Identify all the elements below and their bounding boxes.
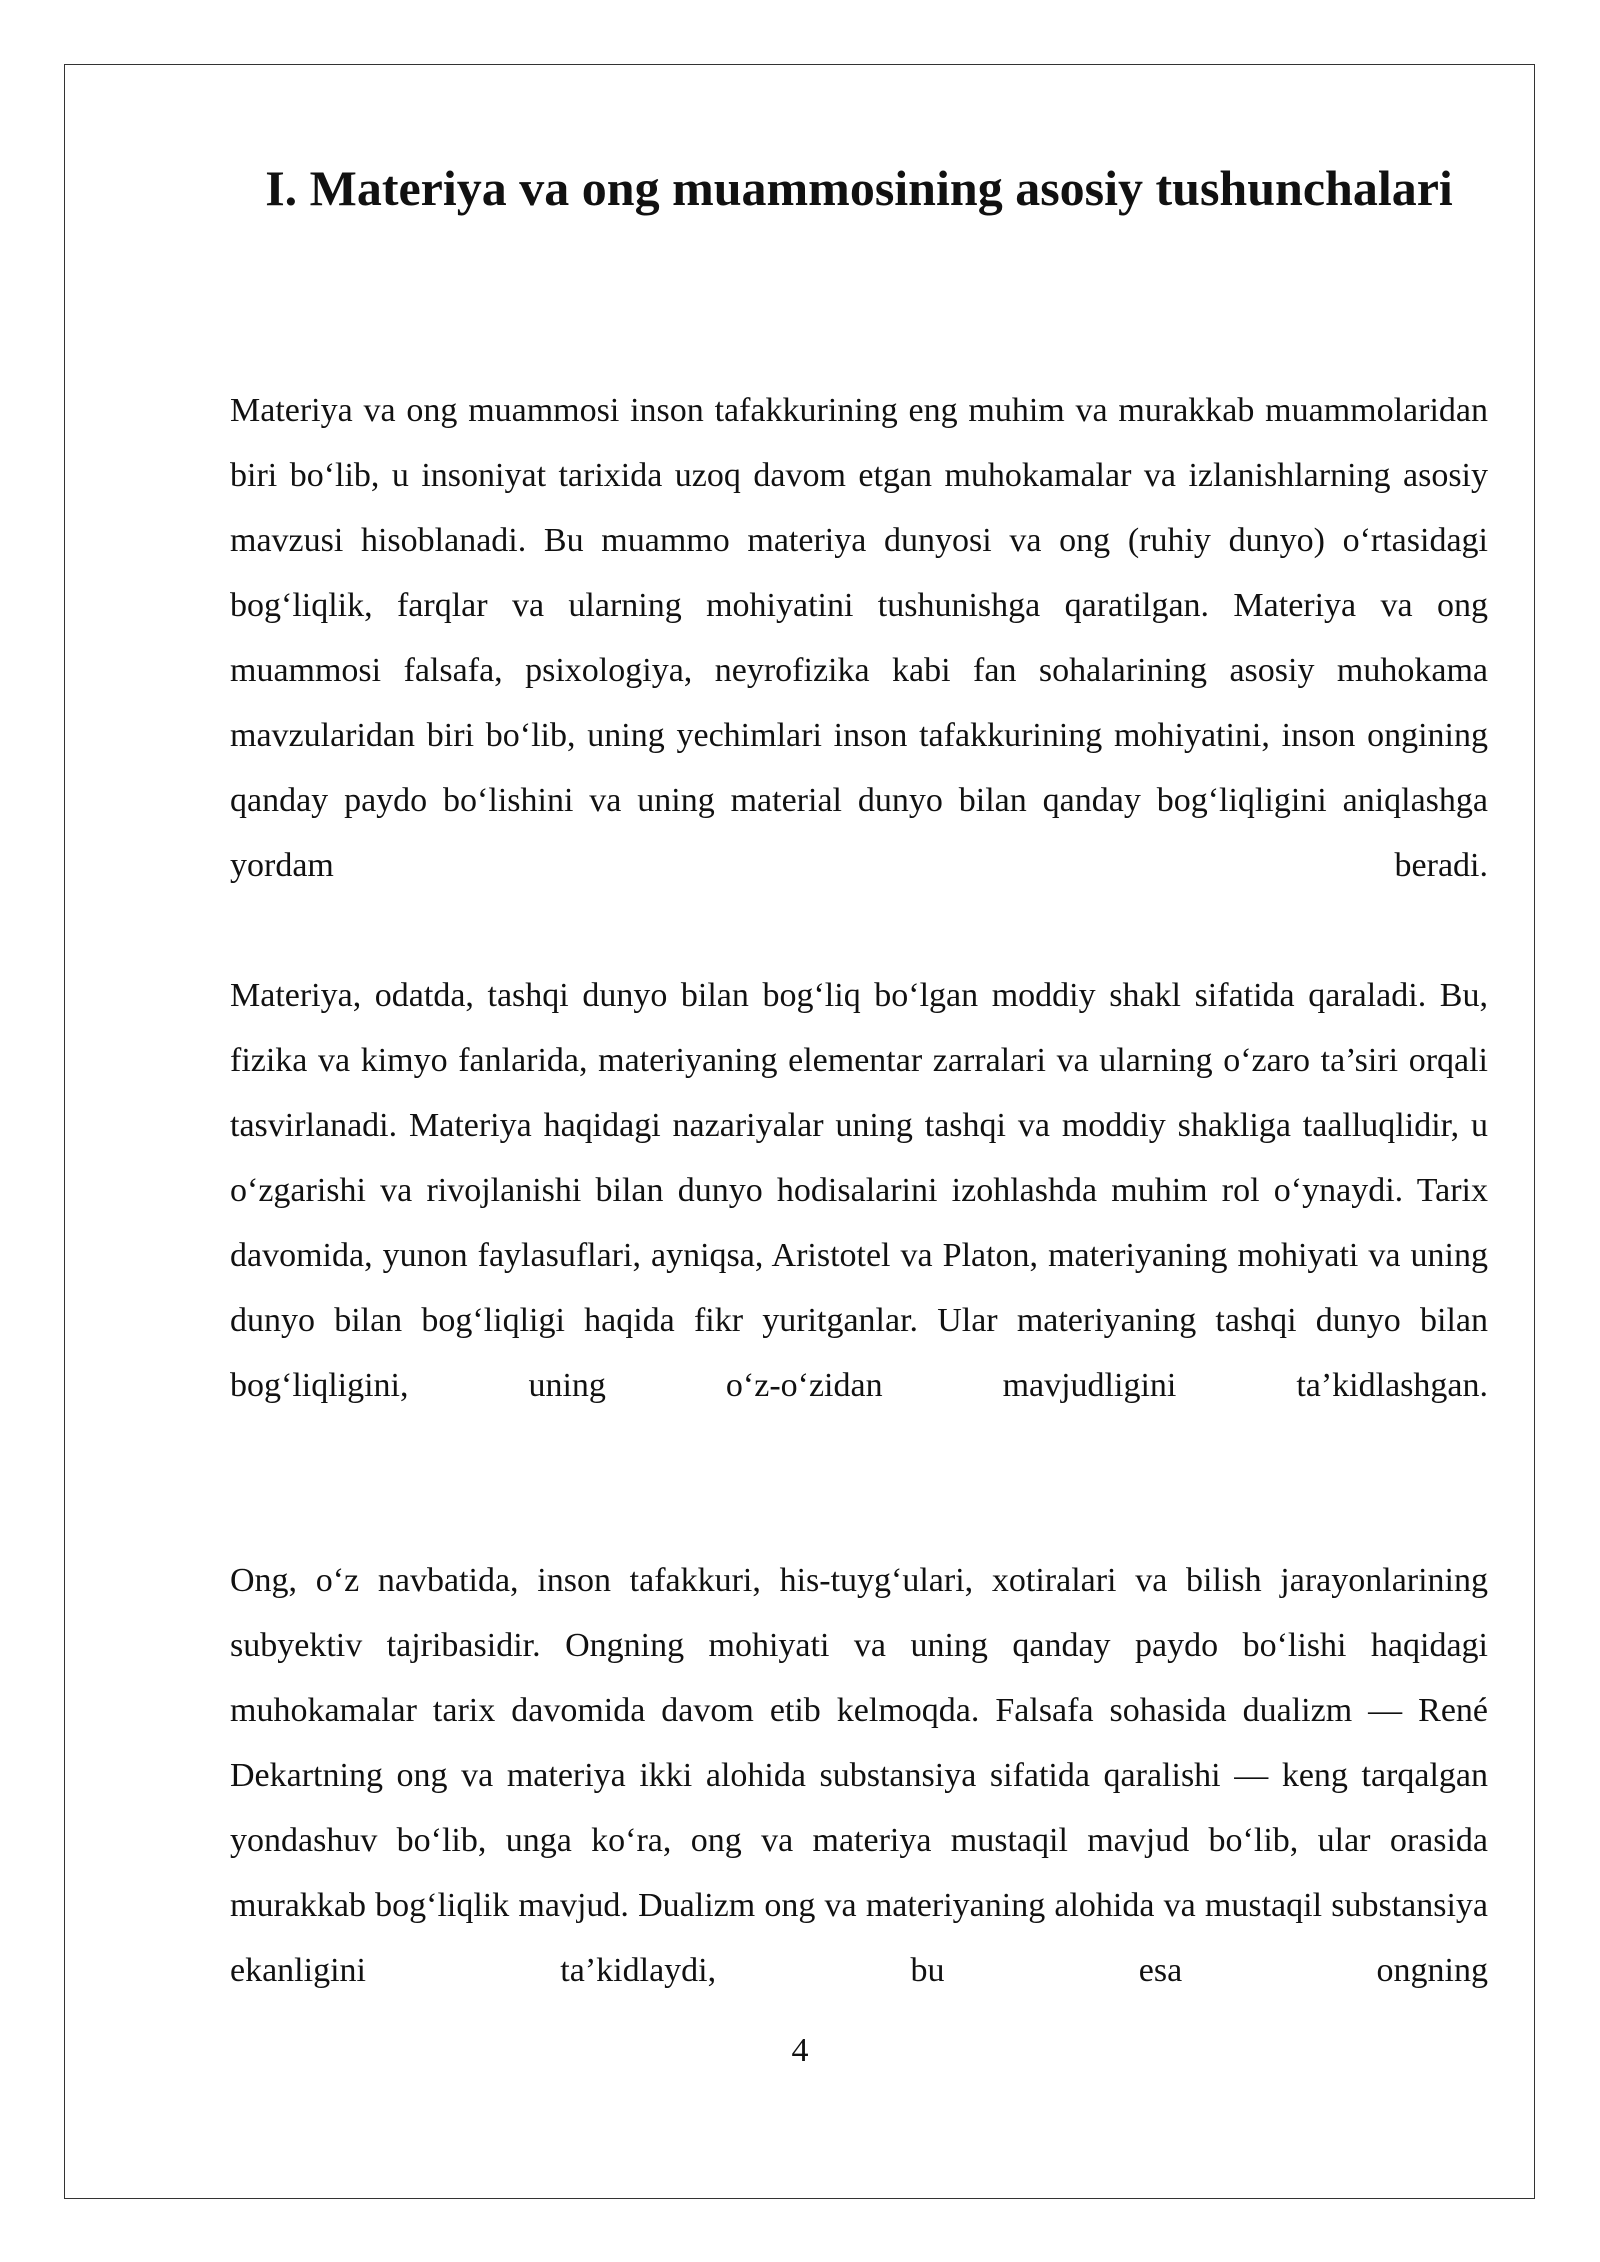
page-number: 4 bbox=[791, 2032, 809, 2069]
paragraph-1: Materiya va ong muammosi inson tafakkurining eng muhim va murakkab muammolaridan biri bo‘lib, u insoniyat tarixida uzoq davom etgan muhokamalar va izlanishlarning asosiy mavzusi hisoblanadi. Bu muammo materiya dunyosi va ong (ruhiy dunyo) o‘rtasidagi bog‘liqlik, farqlar va ularning mohiyatini tushunishga qaratilgan. Materiya va ong muammosi falsafa, psixologiya, neyrofizika kabi fan sohalarining asosiy muhokama mavzularidan biri bo‘lib, uning yechimlari inson tafakkurining mohiyatini, inson ongining qanday paydo bo‘lishini va uning material dunyo bilan qanday bog‘liqligini aniqlashga yordam beradi. bbox=[230, 392, 1488, 884]
paragraph-2: Materiya, odatda, tashqi dunyo bilan bog‘liq bo‘lgan moddiy shakl sifatida qaraladi. Bu, fizika va kimyo fanlarida, materiyaning elementar zarralari va ularning o‘zaro ta’siri orqali tasvirlanadi. Materiya haqidagi nazariyalar uning tashqi va moddiy shakliga taalluqlidir, u o‘zgarishi va rivojlanishi bilan dunyo hodisalarini izohlashda muhim rol o‘ynaydi. Tarix davomida, yunon faylasuflari, ayniqsa, Aristotel va Platon, materiyaning mohiyati va uning dunyo bilan bog‘liqligi haqida fikr yuritganlar. Ular materiyaning tashqi dunyo bilan bog‘liqligini, uning o‘z-o‘zidan mavjudligini ta’kidlashgan. bbox=[230, 977, 1488, 1404]
page-title: I. Materiya va ong muammosining asosiy tushunchalari bbox=[265, 160, 1453, 216]
paragraph-3: Ong, o‘z navbatida, inson tafakkuri, his-tuyg‘ulari, xotiralari va bilish jarayonlarining subyektiv tajribasidir. Ongning mohiyati va uning qanday paydo bo‘lishi haqidagi muhokamalar tarix davomida davom etib kelmoqda. Falsafa sohasida dualizm — René Dekartning ong va materiya ikki alohida substansiya sifatida qaralishi — keng tarqalgan yondashuv bo‘lib, unga ko‘ra, ong va materiya mustaqil mavjud bo‘lib, ular orasida murakkab bog‘liqlik mavjud. Dualizm ong va materiyaning alohida va mustaqil substansiya ekanligini ta’kidlaydi, bu esa ongning bbox=[230, 1562, 1488, 1989]
